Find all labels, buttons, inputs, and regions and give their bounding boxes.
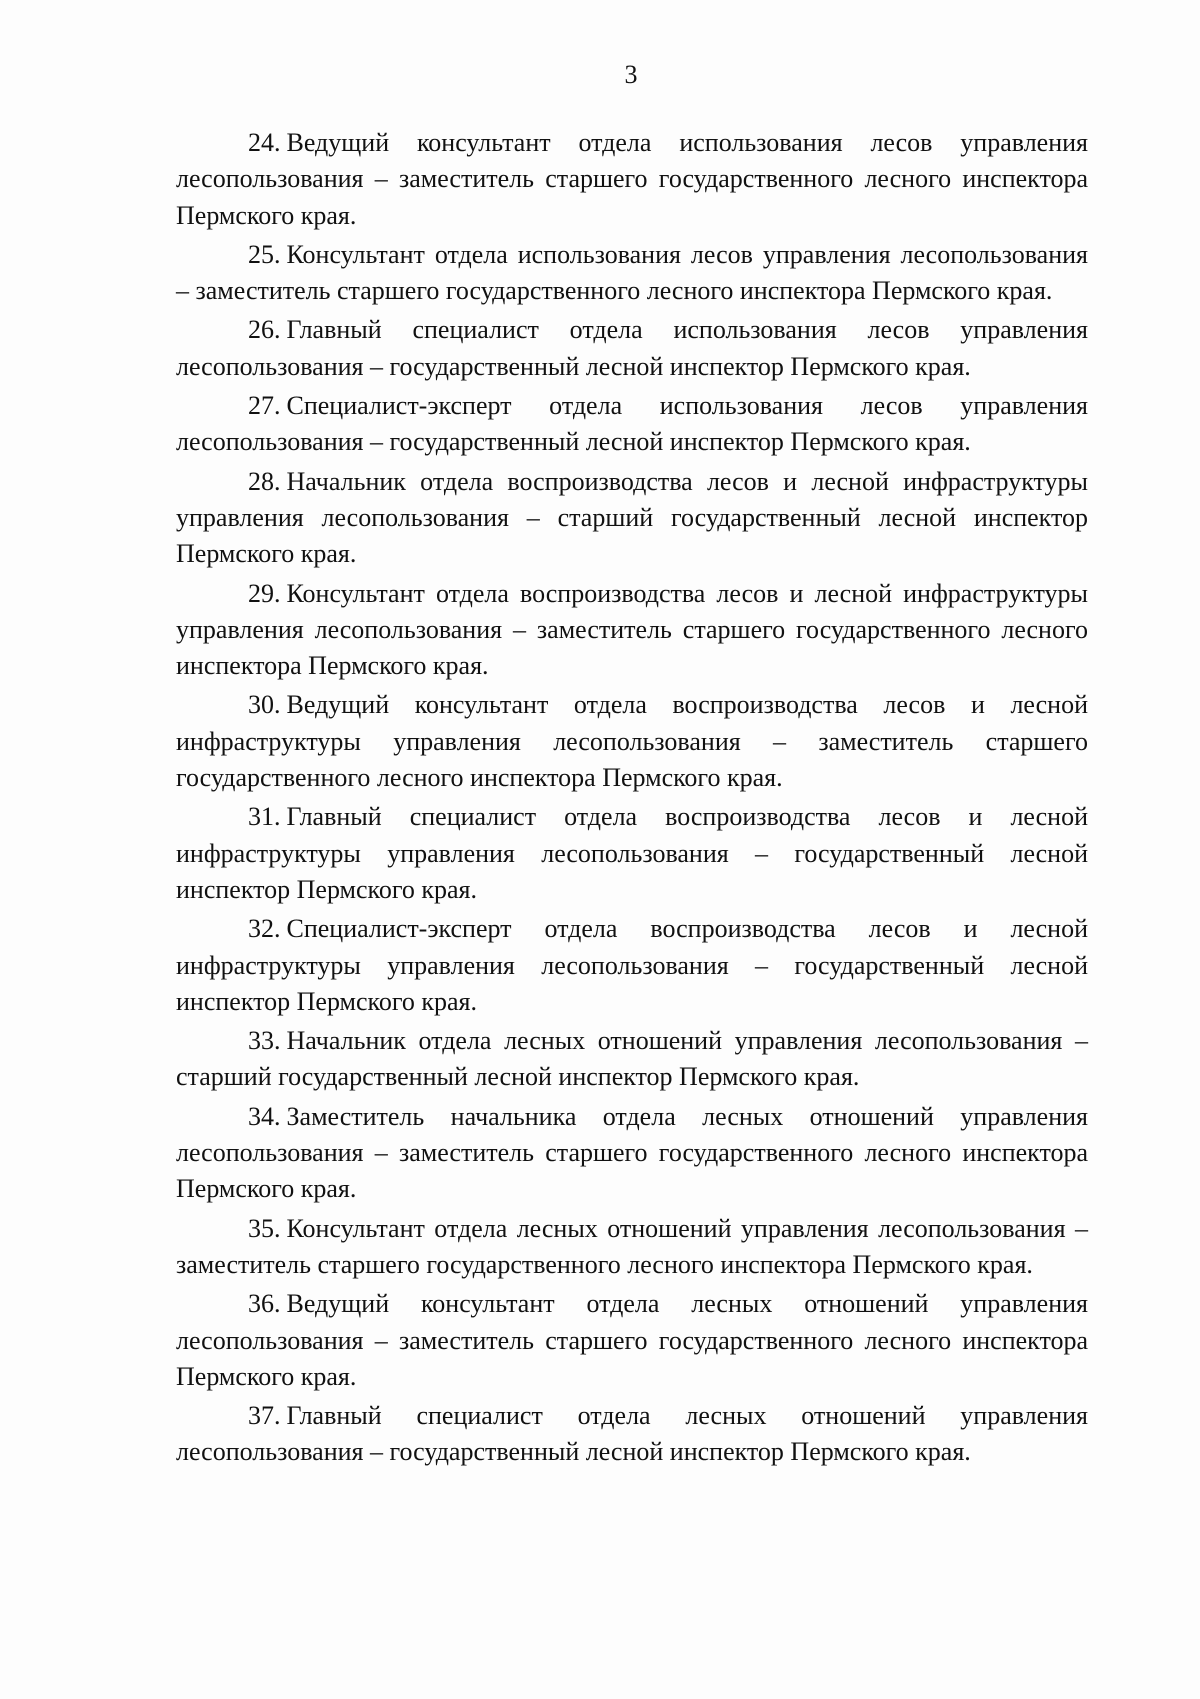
item-text: Заместитель начальника отдела лесных отношений управления лесопользования – заместитель старшего государственного лесного инспектора Пермского края.	[176, 1101, 1088, 1204]
item-text: Начальник отдела лесных отношений управления лесопользования – старший государственный лесной инспектор Пермского края.	[176, 1026, 1088, 1092]
item-number: 29.	[248, 578, 281, 608]
item-number: 36.	[248, 1289, 281, 1319]
item-text: Главный специалист отдела лесных отношений управления лесопользования – государственный лесной инспектор Пермского края.	[176, 1401, 1088, 1467]
item-number: 31.	[248, 802, 281, 832]
list-item	[176, 1099, 1088, 1211]
list-item	[176, 687, 1088, 799]
list-item	[176, 1211, 1088, 1287]
item-number: 34.	[248, 1101, 281, 1131]
item-text: Специалист-эксперт отдела использования лесов управления лесопользования – государственный лесной инспектор Пермского края.	[176, 391, 1088, 457]
position-list	[176, 125, 1088, 1474]
item-number: 27.	[248, 391, 281, 421]
item-text: Главный специалист отдела воспроизводства лесов и лесной инфраструктуры управления лесопользования – государственный лесной инспектор Пермского края.	[176, 802, 1088, 904]
item-text: Ведущий консультант отдела использования лесов управления лесопользования – заместитель старшего государственного лесного инспектора Пермского края.	[176, 128, 1088, 230]
item-number: 25.	[248, 239, 281, 269]
list-item	[176, 237, 1088, 313]
item-text: Консультант отдела использования лесов управления лесопользования – заместитель старшего государственного лесного инспектора Пермского края.	[176, 239, 1088, 306]
list-item	[176, 1286, 1088, 1398]
list-item	[176, 576, 1088, 688]
item-number: 26.	[248, 315, 281, 345]
item-text: Консультант отдела воспроизводства лесов и лесной инфраструктуры управления лесопользования – заместитель старшего государственного лесного инспектора Пермского края.	[176, 578, 1088, 681]
list-item	[176, 388, 1088, 464]
item-number: 24.	[248, 128, 281, 157]
item-number: 28.	[248, 466, 281, 496]
list-item	[176, 464, 1088, 576]
item-text: Консультант отдела лесных отношений управления лесопользования – заместитель старшего государственного лесного инспектора Пермского края.	[176, 1213, 1088, 1279]
list-item	[176, 312, 1088, 388]
item-number: 32.	[248, 914, 281, 944]
list-item	[176, 125, 1088, 237]
list-item	[176, 1398, 1088, 1474]
item-text: Ведущий консультант отдела лесных отношений управления лесопользования – заместитель старшего государственного лесного инспектора Пермского края.	[176, 1289, 1088, 1391]
page-number: 3	[624, 60, 638, 89]
list-item	[176, 799, 1088, 911]
item-text: Ведущий консультант отдела воспроизводства лесов и лесной инфраструктуры управления лесопользования – заместитель старшего государственного лесного инспектора Пермского края.	[176, 690, 1088, 793]
item-number: 35.	[248, 1213, 281, 1243]
item-text: Специалист-эксперт отдела воспроизводства лесов и лесной инфраструктуры управления лесопользования – государственный лесной инспектор Пермского края.	[176, 914, 1088, 1016]
item-text: Начальник отдела воспроизводства лесов и лесной инфраструктуры управления лесопользования – старший государственный лесной инспектор Пермского края.	[176, 466, 1088, 569]
item-text: Главный специалист отдела использования лесов управления лесопользования – государственный лесной инспектор Пермского края.	[176, 315, 1088, 381]
item-number: 37.	[248, 1401, 281, 1431]
list-item	[176, 911, 1088, 1023]
list-item	[176, 1023, 1088, 1099]
item-number: 33.	[248, 1026, 281, 1056]
item-number: 30.	[248, 690, 281, 720]
